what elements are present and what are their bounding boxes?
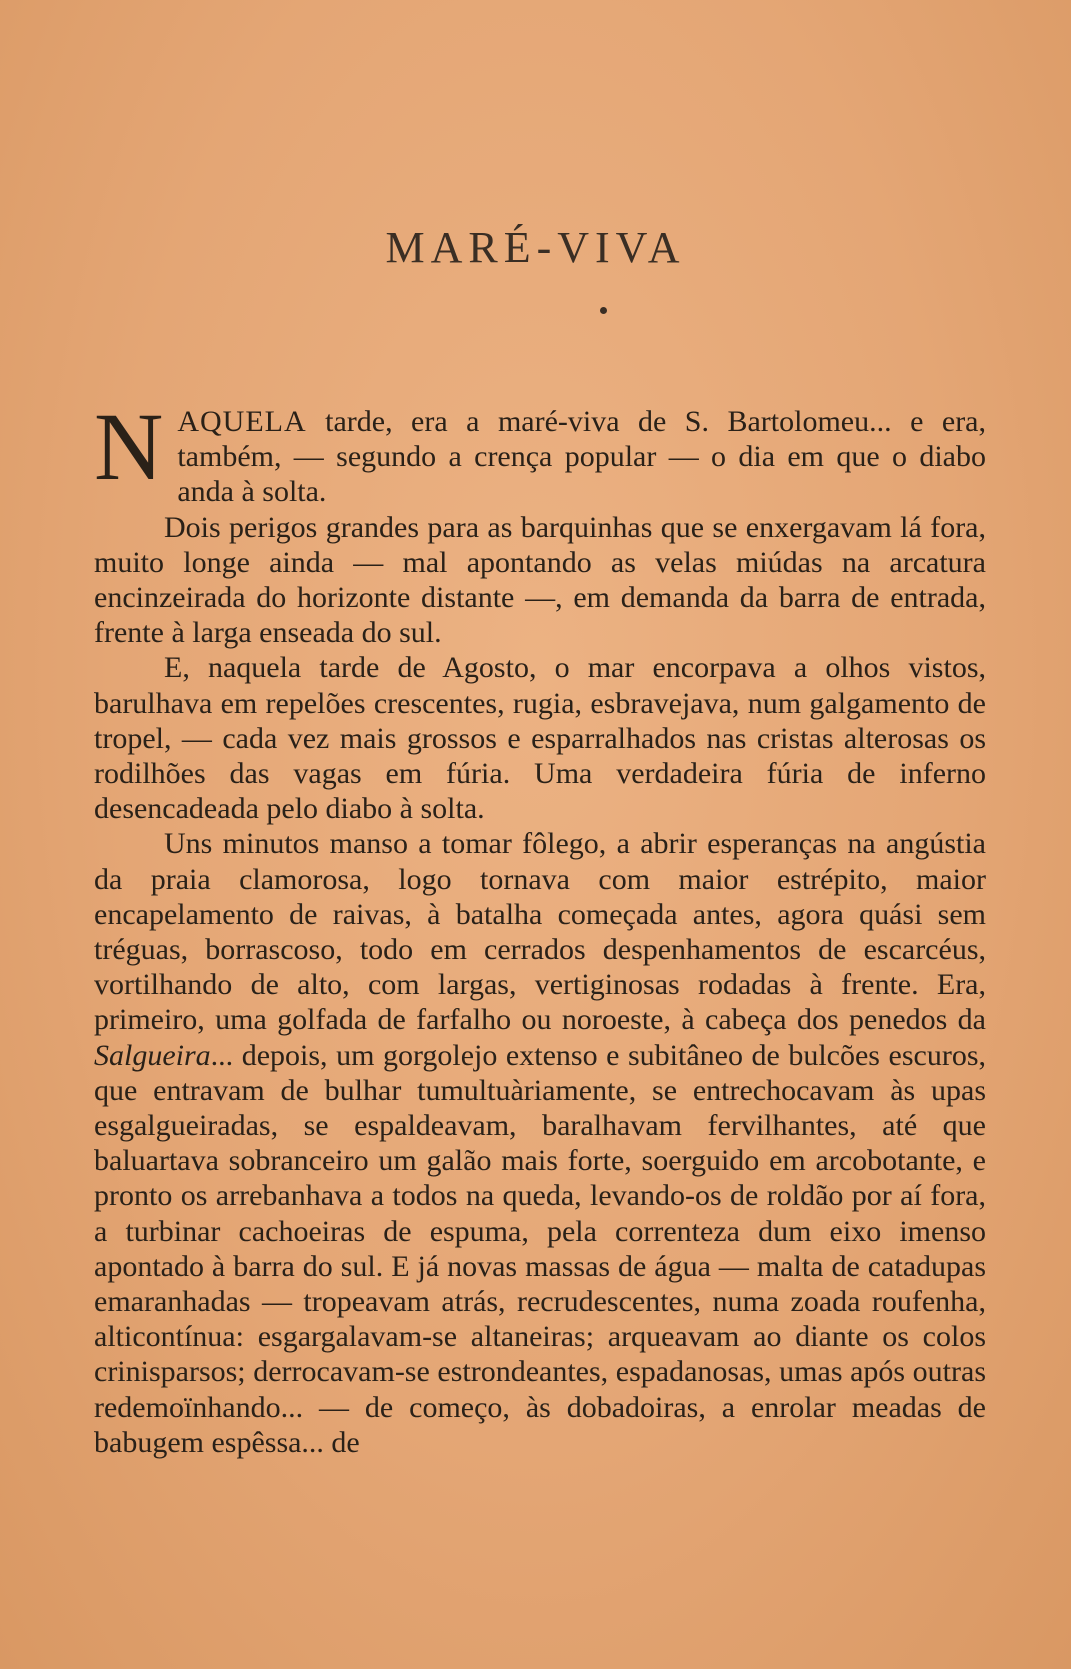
place-name-italic: Salgueira <box>94 1038 211 1072</box>
paragraph-4 <box>94 826 986 1460</box>
paragraph-1-text: tarde, era a maré-viva de S. Bartolomeu... e era, também, — segundo a crença popular — o dia em que o diabo anda à solta. <box>177 405 986 509</box>
chapter-title: MARÉ-VIVA <box>385 223 686 272</box>
paragraph-4-text-a: Uns minutos manso a tomar fôlego, a abrir esperanças na angústia da praia clamorosa, logo tornava com maior estrépito, maior encapelamento de raivas, à batalha começada antes, agora quási sem tréguas, borrascoso, todo em cerrados despenhamentos de escarcéus, vortilhando de alto, com largas, vertiginosas rodadas à frente. Era, primeiro, uma golfada de farfalho ou noroeste, à cabeça dos penedos da <box>94 827 986 1037</box>
ornament-dot <box>600 307 607 314</box>
paragraph-2: Dois perigos grandes para as barquinhas que se enxergavam lá fora, muito longe ainda — mal apontando as velas miúdas na arcatura encinzeirada do horizonte distante —, em demanda da barra de entrada, frente à larga enseada do sul. <box>94 510 986 650</box>
body-text <box>94 393 986 1460</box>
paragraph-3: E, naquela tarde de Agosto, o mar encorpava a olhos vistos, barulhava em repelões crescentes, rugia, esbravejava, num galgamento de tropel, — cada vez mais grossos e esparralhados nas cristas alterosas os rodilhões das vagas em fúria. Uma verdadeira fúria de inferno desencadeada pelo diabo à solta. <box>94 651 986 826</box>
drop-cap: N <box>94 393 164 500</box>
paragraph-1 <box>94 393 986 510</box>
paragraph-4-text-b: ... depois, um gorgolejo extenso e subitâneo de bulcões escuros, que entravam de bulhar tumultuàriamente, se entrechocavam às upas esgalgueiradas, se espaldeavam, baralhavam fervilhantes, até que baluartava sobranceiro um galão mais forte, soerguido em arcobotante, e pronto os arrebanhava a todos na queda, levando-os de roldão por aí fora, a turbinar cachoeiras de espuma, pela correnteza dum eixo imenso apontado à barra do sul. E já novas massas de água — malta de catadupas emaranhadas — tropeavam atrás, recrudescentes, numa zoada roufenha, alticontínua: esgargalavam-se altaneiras; arqueavam ao diante os colos crinisparsos; derrocavam-se estrondeantes, espadanosas, umas após outras redemoïnhando... — de começo, às dobadoiras, a enrolar meadas de babugem espêssa... de <box>94 1038 986 1459</box>
lead-caps: AQUELA <box>177 405 307 438</box>
